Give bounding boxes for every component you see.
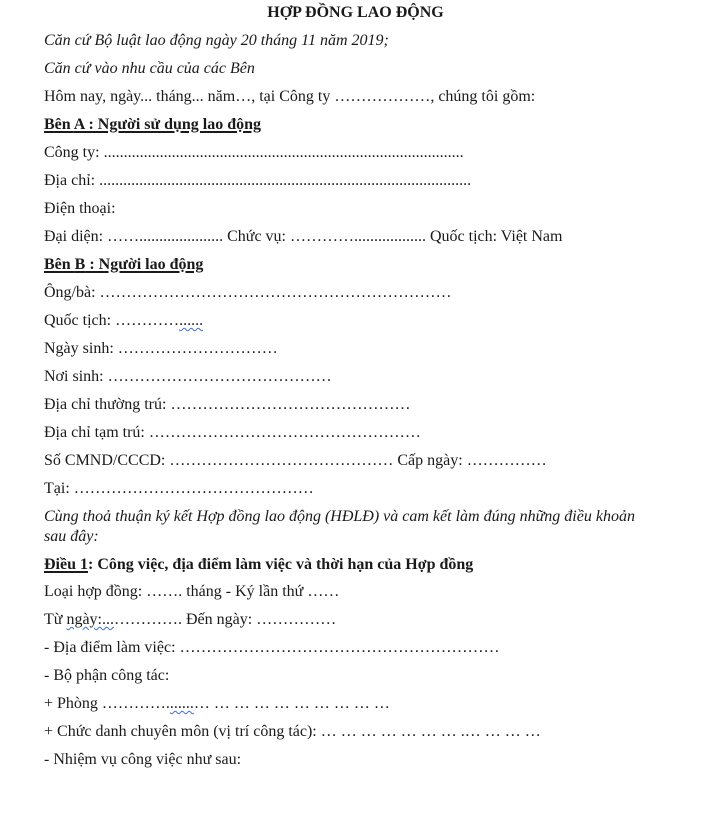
duties-field: - Nhiệm vụ công việc như sau: <box>44 751 242 768</box>
representative-field: Đại diện: ……..................... Chức vụ: ………….................. Quốc tịch: Việt Nam <box>44 228 563 245</box>
pob-field: Nơi sinh: …………………………………… <box>44 368 332 385</box>
name-field: Ông/bà: ………………………………………………………… <box>44 284 452 301</box>
temporary-address-field: Địa chỉ tạm trú: …………………………………………… <box>44 424 421 441</box>
spellcheck-mark: ...... <box>179 312 204 329</box>
workplace-field: - Địa điểm làm việc: …………………………………………………… <box>44 639 500 656</box>
contract-period-field <box>44 610 336 630</box>
spellcheck-mark: ngày:... <box>66 611 114 628</box>
preamble-line: Căn cứ vào nhu cầu của các Bên <box>44 60 255 77</box>
address-field: Địa chỉ: ............................................................................................. <box>44 172 472 189</box>
nationality-field <box>44 311 203 331</box>
department-field: - Bộ phận công tác: <box>44 667 170 684</box>
intro-line: Hôm nay, ngày... tháng... năm…, tại Công ty ………………, chúng tôi gồm: <box>44 88 536 105</box>
agreement-paragraph: Cùng thoả thuận ký kết Hợp đồng lao động (HĐLĐ) và cam kết làm đúng những điều khoản sau đây: <box>44 508 635 545</box>
from-rest: …………. Đến ngày: …………… <box>114 611 337 628</box>
room-field <box>44 694 390 714</box>
phone-field: Điện thoại: <box>44 200 116 217</box>
position-field: + Chức danh chuyên môn (vị trí công tác): … … … … … … … .… … … … <box>44 723 541 740</box>
document-title: HỢP ĐỒNG LAO ĐỘNG <box>267 4 444 21</box>
from-label: Từ <box>44 611 67 628</box>
room-prefix: + Phòng …………. <box>44 695 170 712</box>
party-b-heading <box>44 255 203 275</box>
permanent-address-field: Địa chỉ thường trú: ……………………………………… <box>44 396 411 413</box>
party-b-heading-letter: B <box>74 256 86 273</box>
preamble-line: Căn cứ Bộ luật lao động ngày 20 tháng 11 năm 2019; <box>44 32 389 49</box>
party-a-heading-rest: : Người sử dụng lao động <box>84 116 262 133</box>
party-a-heading-letter: A <box>73 116 85 133</box>
contract-type-field: Loại hợp đồng: ……. tháng - Ký lần thứ …… <box>44 583 340 600</box>
article1-label: Điều 1 <box>44 556 88 573</box>
party-b-heading-prefix: Bên <box>44 256 75 273</box>
spellcheck-mark: ...... <box>169 695 194 712</box>
room-rest: … … … … … … … … … … <box>193 695 390 712</box>
party-a-heading-prefix: Bên <box>44 116 74 133</box>
issued-at-field: Tại: ……………………………………… <box>44 480 314 497</box>
article1-heading <box>44 555 473 575</box>
dob-field: Ngày sinh: ………………………… <box>44 340 278 357</box>
company-field: Công ty: .......................................................................................... <box>44 144 464 161</box>
party-a-heading <box>44 115 261 135</box>
nationality-label: Quốc tịch: ………… <box>44 312 180 329</box>
id-number-field: Số CMND/CCCD: …………………………………… Cấp ngày: …………… <box>44 452 547 469</box>
article1-title: : Công việc, địa điểm làm việc và thời hạn của Hợp đồng <box>88 556 474 573</box>
party-b-heading-rest: : Người lao động <box>85 256 204 273</box>
